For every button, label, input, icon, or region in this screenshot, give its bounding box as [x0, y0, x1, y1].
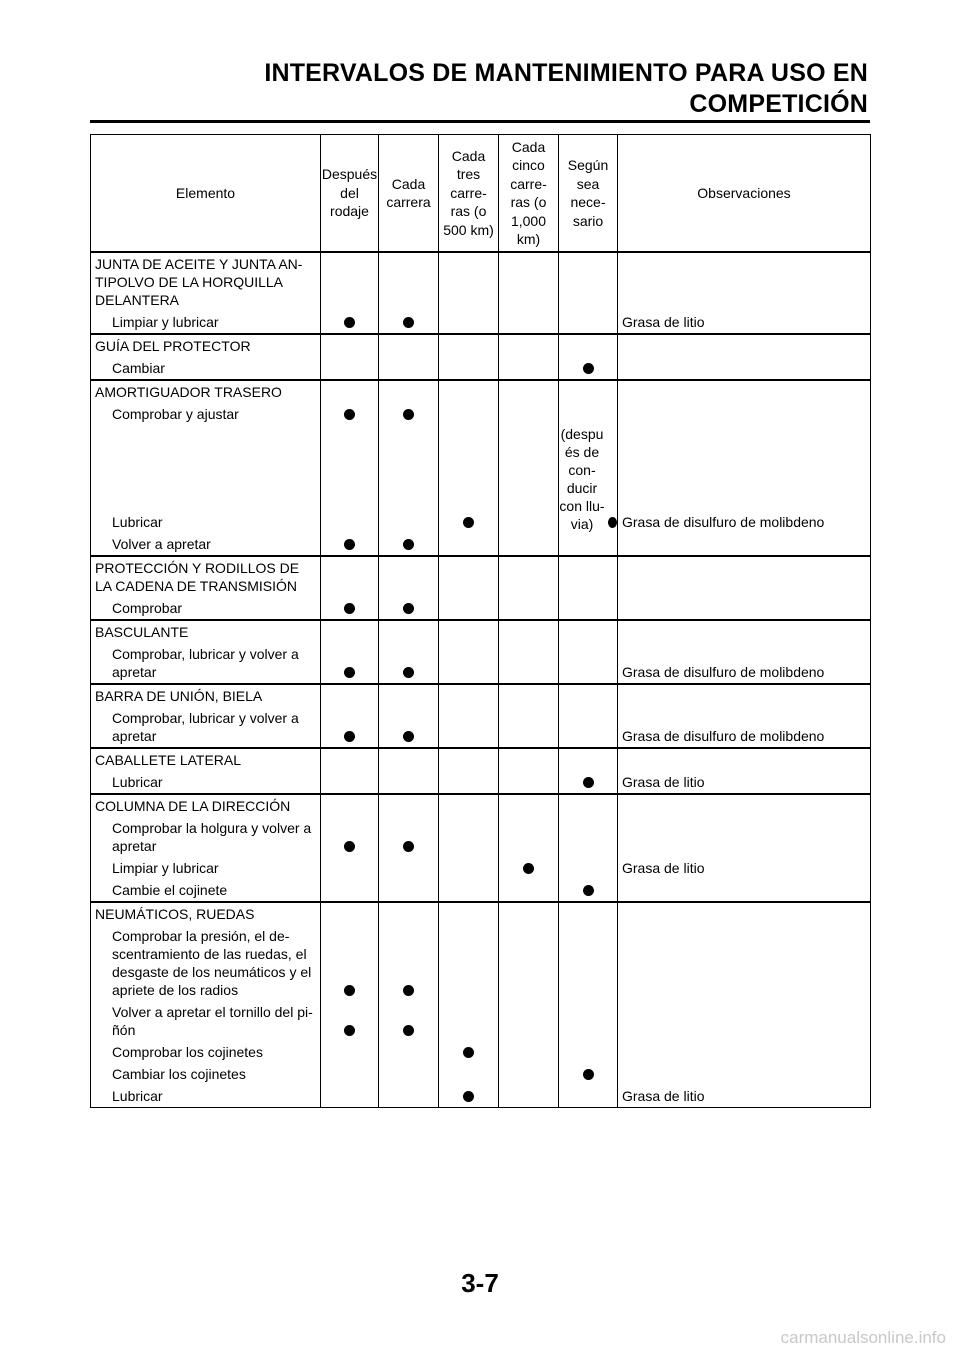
interval-cell — [321, 794, 379, 902]
maintenance-table — [90, 134, 871, 1108]
interval-mark-icon — [403, 409, 414, 420]
element-cell — [91, 902, 321, 1108]
interval-cell — [379, 556, 439, 620]
remarks-cell — [618, 380, 871, 556]
group-title: AMORTIGUADOR TRASERO — [95, 384, 282, 400]
column-header-every-five-races: Cada cinco carre- ras (o 1,000 km) — [499, 135, 559, 253]
interval-mark-icon — [344, 317, 355, 328]
task-label: Cambie el cojinete — [112, 882, 228, 898]
group-title: GUÍA DEL PROTECTOR — [95, 338, 251, 354]
interval-mark-icon — [583, 777, 594, 788]
interval-cell — [559, 334, 618, 380]
remarks-cell — [618, 748, 871, 794]
interval-mark-icon — [403, 667, 414, 678]
column-header-remarks: Observaciones — [618, 135, 871, 253]
remark-text: Grasa de litio — [622, 774, 705, 790]
watermark: carmanualsonline.info — [780, 1328, 946, 1347]
interval-mark-icon — [403, 317, 414, 328]
interval-cell — [321, 334, 379, 380]
interval-mark-icon — [583, 363, 594, 374]
interval-mark-icon — [344, 409, 355, 420]
task-label: Comprobar la presión, el de- scentramiento de las ruedas, el desgaste de los neumáticos y el apriete de los radios — [112, 928, 312, 998]
interval-cell — [499, 620, 559, 684]
interval-mark-icon — [463, 1047, 474, 1058]
task-label: Lubricar — [112, 774, 163, 790]
task-label: Lubricar — [112, 514, 163, 530]
table-row — [91, 902, 871, 1108]
task-label: Comprobar la holgura y volver a apretar — [112, 820, 312, 854]
interval-cell — [439, 334, 499, 380]
interval-mark-icon — [344, 731, 355, 742]
interval-cell — [499, 380, 559, 556]
interval-mark-icon — [403, 985, 414, 996]
table-row — [91, 556, 871, 620]
group-title: PROTECCIÓN Y RODILLOS DE LA CADENA DE TRANSMISIÓN — [95, 560, 300, 594]
remark-text: Grasa de disulfuro de molibdeno — [622, 664, 825, 680]
interval-mark-icon — [344, 1025, 355, 1036]
element-cell — [91, 556, 321, 620]
interval-cell — [439, 902, 499, 1108]
interval-cell — [379, 380, 439, 556]
interval-cell — [559, 794, 618, 902]
task-label: Comprobar y ajustar — [112, 406, 239, 422]
interval-mark-icon — [344, 603, 355, 614]
table-row — [91, 252, 871, 334]
interval-mark-icon — [344, 667, 355, 678]
group-title: BASCULANTE — [95, 624, 189, 640]
remarks-cell — [618, 902, 871, 1108]
column-header-after-break-in: Después del rodaje — [321, 135, 379, 253]
interval-cell — [379, 252, 439, 334]
page-title-line-1: INTERVALOS DE MANTENIMIENTO PARA USO EN — [264, 59, 868, 87]
remarks-cell — [618, 252, 871, 334]
table-header-row — [91, 135, 871, 253]
interval-mark-icon — [344, 841, 355, 852]
interval-cell — [499, 556, 559, 620]
interval-mark-icon — [463, 1091, 474, 1102]
element-cell — [91, 748, 321, 794]
interval-cell — [559, 556, 618, 620]
interval-mark-icon — [403, 841, 414, 852]
remark-text: Grasa de litio — [622, 314, 705, 330]
interval-mark-icon — [403, 603, 414, 614]
table-row — [91, 380, 871, 556]
task-label: Comprobar, lubricar y volver a apretar — [112, 646, 299, 680]
task-label: Lubricar — [112, 1088, 163, 1104]
interval-cell — [559, 620, 618, 684]
column-header-as-needed: Según sea nece- sario — [559, 135, 618, 253]
interval-cell — [499, 748, 559, 794]
interval-mark-icon — [608, 517, 617, 528]
element-cell — [91, 334, 321, 380]
task-label: Limpiar y lubricar — [112, 314, 219, 330]
interval-mark-icon — [403, 731, 414, 742]
column-header-every-race: Cada carrera — [379, 135, 439, 253]
interval-cell — [559, 380, 618, 556]
interval-mark-icon — [344, 985, 355, 996]
task-label: Volver a apretar — [112, 536, 211, 552]
interval-cell — [499, 902, 559, 1108]
remark-text: Grasa de disulfuro de molibdeno — [622, 728, 825, 744]
interval-cell — [439, 252, 499, 334]
table-row — [91, 684, 871, 748]
task-label: Cambiar los cojinetes — [112, 1066, 246, 1082]
interval-mark-icon — [403, 539, 414, 550]
interval-cell — [379, 620, 439, 684]
interval-cell — [559, 252, 618, 334]
element-cell — [91, 794, 321, 902]
title-rule — [90, 120, 870, 123]
interval-mark-icon — [344, 539, 355, 550]
group-title: CABALLETE LATERAL — [95, 752, 242, 768]
remark-text: Grasa de litio — [622, 1088, 705, 1104]
interval-cell — [559, 748, 618, 794]
interval-cell — [439, 620, 499, 684]
interval-cell — [379, 684, 439, 748]
task-label: Comprobar los cojinetes — [112, 1044, 263, 1060]
interval-cell — [559, 684, 618, 748]
remark-text: Grasa de disulfuro de molibdeno — [622, 514, 825, 530]
interval-cell — [499, 252, 559, 334]
task-label: Cambiar — [112, 360, 165, 376]
element-cell — [91, 380, 321, 556]
remarks-cell — [618, 334, 871, 380]
group-title: COLUMNA DE LA DIRECCIÓN — [95, 798, 291, 814]
interval-mark-icon — [523, 863, 534, 874]
interval-cell — [439, 380, 499, 556]
remark-text: Grasa de litio — [622, 860, 705, 876]
interval-note: (despu és de con- ducir con llu- via) — [559, 426, 605, 532]
interval-cell — [439, 748, 499, 794]
interval-mark-icon — [583, 1069, 594, 1080]
task-label: Comprobar, lubricar y volver a apretar — [112, 710, 299, 744]
interval-mark-icon — [583, 885, 594, 896]
interval-cell — [379, 794, 439, 902]
table-row — [91, 794, 871, 902]
page-title-line-2: COMPETICIÓN — [689, 90, 868, 118]
interval-cell — [499, 794, 559, 902]
group-title: BARRA DE UNIÓN, BIELA — [95, 688, 263, 704]
group-title: JUNTA DE ACEITE Y JUNTA AN- TIPOLVO DE LA HORQUILLA DELANTERA — [95, 256, 303, 308]
remarks-cell — [618, 556, 871, 620]
interval-cell — [559, 902, 618, 1108]
interval-mark-icon — [403, 1025, 414, 1036]
task-label: Comprobar — [112, 600, 183, 616]
remarks-cell — [618, 620, 871, 684]
interval-cell — [321, 380, 379, 556]
interval-cell — [379, 902, 439, 1108]
table-row — [91, 334, 871, 380]
task-label: Limpiar y lubricar — [112, 860, 219, 876]
interval-cell — [379, 748, 439, 794]
interval-cell — [499, 334, 559, 380]
task-label: Volver a apretar el tornillo del pi- ñón — [112, 1004, 313, 1038]
element-cell — [91, 620, 321, 684]
interval-cell — [321, 748, 379, 794]
interval-cell — [499, 684, 559, 748]
interval-cell — [439, 794, 499, 902]
element-cell — [91, 684, 321, 748]
interval-cell — [321, 684, 379, 748]
column-header-every-three-races: Cada tres carre- ras (o 500 km) — [439, 135, 499, 253]
group-title: NEUMÁTICOS, RUEDAS — [95, 906, 255, 922]
remarks-cell — [618, 684, 871, 748]
interval-cell — [321, 620, 379, 684]
interval-cell — [439, 684, 499, 748]
interval-cell — [321, 556, 379, 620]
interval-cell — [321, 252, 379, 334]
interval-cell — [379, 334, 439, 380]
interval-cell — [321, 902, 379, 1108]
remarks-cell — [618, 794, 871, 902]
table-row — [91, 620, 871, 684]
column-header-element: Elemento — [91, 135, 321, 253]
element-cell — [91, 252, 321, 334]
page-number: 3-7 — [461, 1268, 499, 1298]
interval-cell — [439, 556, 499, 620]
table-row — [91, 748, 871, 794]
interval-mark-icon — [463, 517, 474, 528]
